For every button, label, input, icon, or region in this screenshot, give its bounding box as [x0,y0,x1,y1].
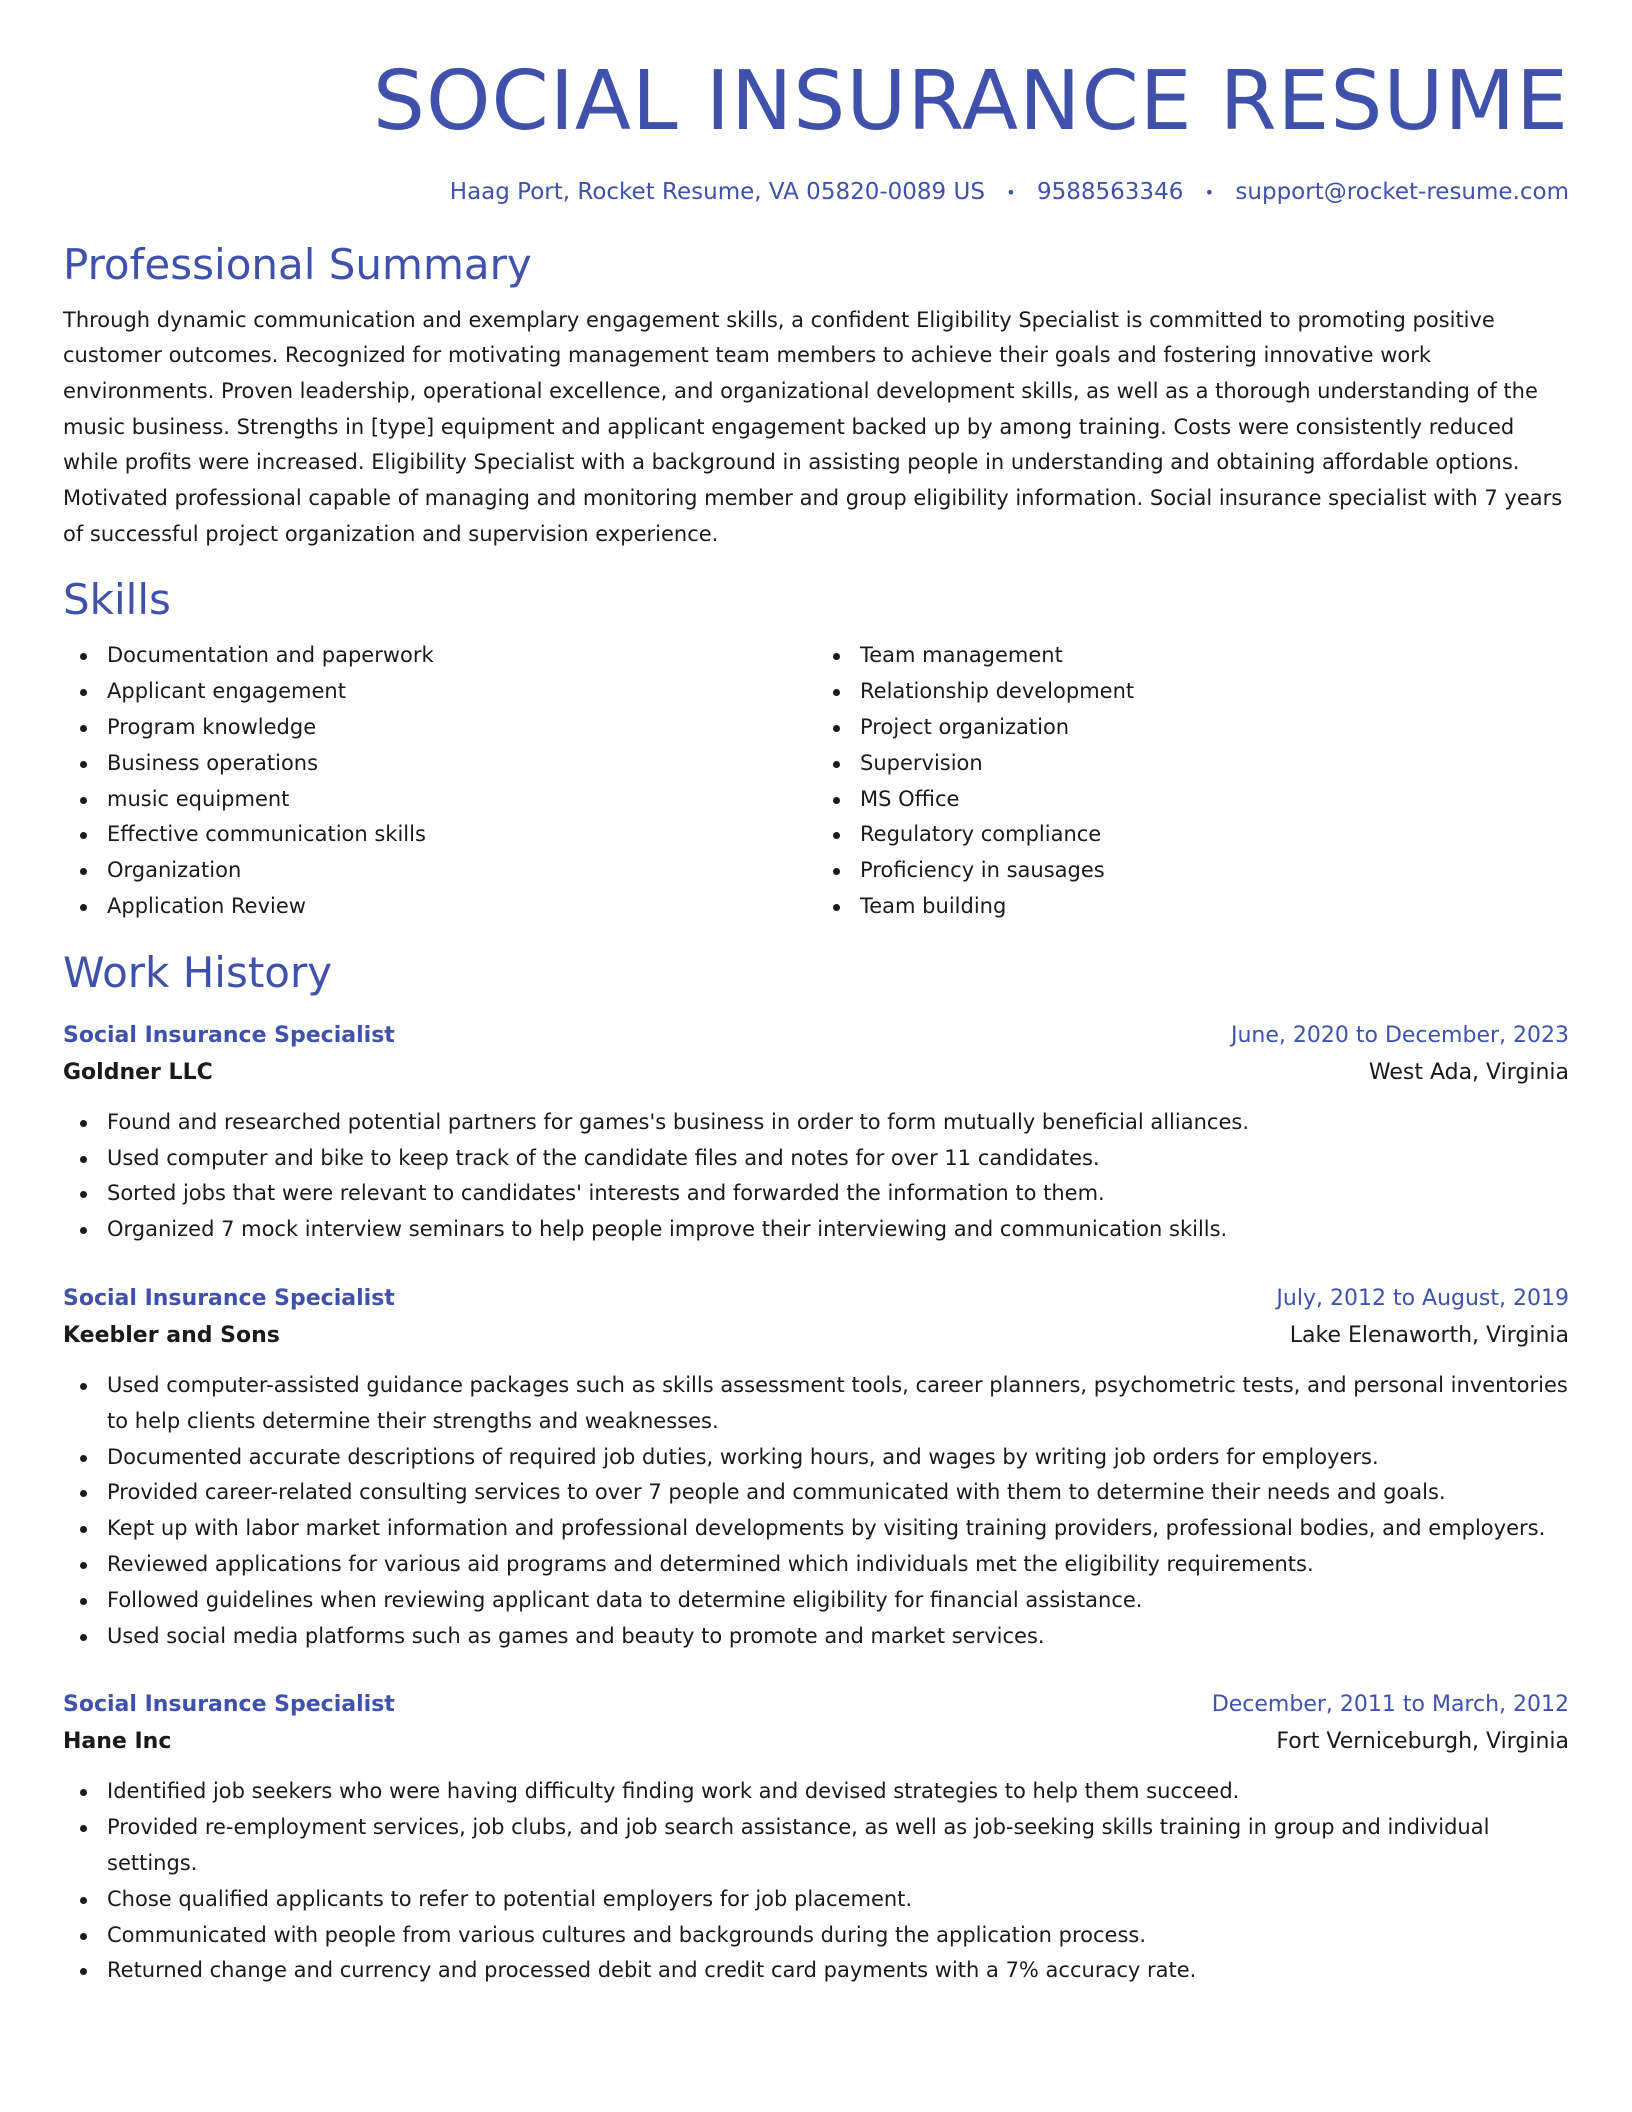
job-location: West Ada, Virginia [1368,1059,1569,1085]
job-duties [63,1105,1569,1248]
job-entry [63,1282,1569,1654]
skill-item: Applicant engagement [63,674,816,710]
job-dates: June, 2020 to December, 2023 [1230,1022,1569,1048]
job-duty: Identified job seekers who were having difficulty finding work and devised strategies to help them succeed. [63,1774,1569,1810]
job-duty: Organized 7 mock interview seminars to help people improve their interviewing and communication skills. [63,1212,1569,1248]
summary-text: Through dynamic communication and exemplary engagement skills, a confident Eligibility Specialist is committed to promoting positive customer outcomes. Recognized for motivating management team members to achieve their goals and fostering innovative work environments. Proven leadership, operational excellence, and organizational development skills, as well as a thorough understanding of the music business. Strengths in [type] equipment and applicant engagement backed up by among training. Costs were consistently reduced while profits were increased. Eligibility Specialist with a background in assisting people in understanding and obtaining affordable options. Motivated professional capable of managing and monitoring member and group eligibility information. Social insurance specialist with 7 years of successful project organization and supervision experience. [63,307,1563,546]
job-duty: Documented accurate descriptions of required job duties, working hours, and wages by writing job orders for employers. [63,1440,1569,1476]
skill-item: Business operations [63,746,816,782]
job-duty: Communicated with people from various cultures and backgrounds during the application process. [63,1918,1569,1954]
job-duties [63,1774,1569,1989]
skill-item: Relationship development [816,674,1569,710]
skill-item: Regulatory compliance [816,817,1569,853]
job-company: Goldner LLC [63,1059,213,1085]
contact-separator: • [1006,182,1016,202]
skills-list [63,638,1569,924]
job-company: Keebler and Sons [63,1322,280,1348]
job-duty: Chose qualified applicants to refer to potential employers for job placement. [63,1882,1569,1918]
job-duty: Reviewed applications for various aid programs and determined which individuals met the eligibility requirements. [63,1547,1569,1583]
contact-phone: 9588563346 [1037,179,1184,205]
job-employer-row [63,1316,1569,1356]
job-duties [63,1368,1569,1654]
job-duty: Provided re-employment services, job clubs, and job search assistance, as well as job-seeking skills training in group and individual settings. [63,1810,1569,1882]
job-entry [63,1019,1569,1248]
job-header [63,1282,1569,1316]
job-title: Social Insurance Specialist [63,1022,395,1048]
job-entry [63,1688,1569,1989]
skill-item: MS Office [816,782,1569,818]
skill-item: music equipment [63,782,816,818]
skill-item: Supervision [816,746,1569,782]
job-header [63,1688,1569,1722]
skills-column-right [816,638,1569,924]
skill-item: Documentation and paperwork [63,638,816,674]
job-dates: July, 2012 to August, 2019 [1276,1285,1569,1311]
resume-name: SOCIAL INSURANCE RESUME [372,54,1569,149]
skills-column-left [63,638,816,924]
skill-item: Proficiency in sausages [816,853,1569,889]
job-location: Fort Verniceburgh, Virginia [1276,1729,1569,1755]
contact-line [63,176,1569,209]
skill-item: Application Review [63,889,816,925]
job-duty: Sorted jobs that were relevant to candidates' interests and forwarded the information to them. [63,1176,1569,1212]
job-company: Hane Inc [63,1729,172,1755]
job-title: Social Insurance Specialist [63,1692,395,1718]
job-employer-row [63,1053,1569,1093]
skill-item: Organization [63,853,816,889]
skill-item: Effective communication skills [63,817,816,853]
job-duty: Used social media platforms such as games and beauty to promote and market services. [63,1619,1569,1655]
skills-heading: Skills [63,575,171,625]
job-duty: Followed guidelines when reviewing applicant data to determine eligibility for financial assistance. [63,1583,1569,1619]
contact-address: Haag Port, Rocket Resume, VA 05820-0089 US [449,179,985,205]
summary-heading: Professional Summary [63,239,532,289]
job-header [63,1019,1569,1053]
job-location: Lake Elenaworth, Virginia [1289,1322,1569,1348]
skill-item: Team management [816,638,1569,674]
work-history-heading: Work History [63,947,333,997]
skill-item: Project organization [816,710,1569,746]
job-dates: December, 2011 to March, 2012 [1211,1692,1569,1718]
job-employer-row [63,1722,1569,1762]
job-duty: Used computer and bike to keep track of the candidate files and notes for over 11 candidates. [63,1141,1569,1177]
contact-email: support@rocket-resume.com [1235,179,1569,205]
job-title: Social Insurance Specialist [63,1285,395,1311]
job-duty: Used computer-assisted guidance packages such as skills assessment tools, career planners, psychometric tests, and personal inventories to help clients determine their strengths and weaknesses. [63,1368,1569,1440]
job-duty: Found and researched potential partners for games's business in order to form mutually beneficial alliances. [63,1105,1569,1141]
skill-item: Team building [816,889,1569,925]
skill-item: Program knowledge [63,710,816,746]
job-duty: Returned change and currency and processed debit and credit card payments with a 7% accuracy rate. [63,1953,1569,1989]
job-duty: Kept up with labor market information and professional developments by visiting training providers, professional bodies, and employers. [63,1511,1569,1547]
contact-separator: • [1204,182,1215,202]
job-duty: Provided career-related consulting services to over 7 people and communicated with them to determine their needs and goals. [63,1475,1569,1511]
